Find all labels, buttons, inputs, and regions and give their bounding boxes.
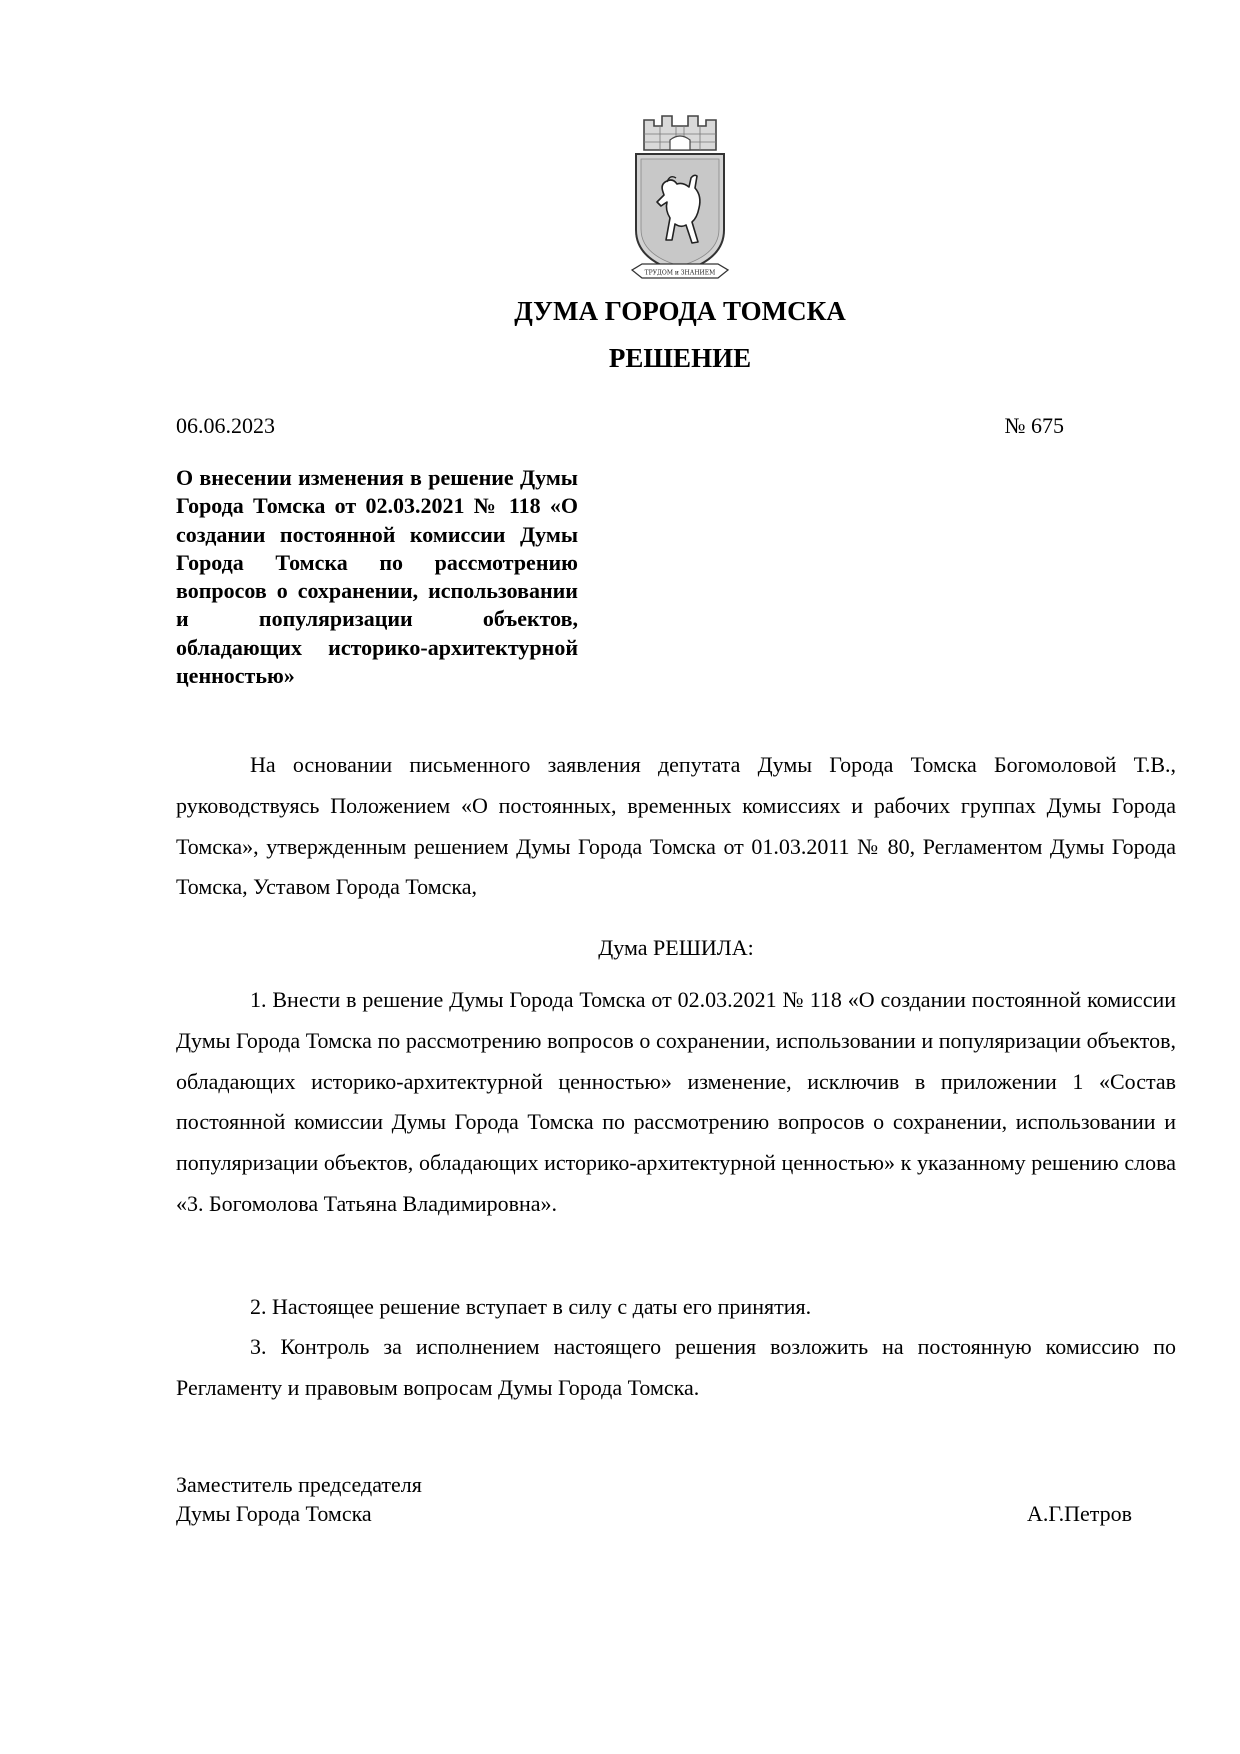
document-subject: О внесении изменения в решение Думы Города Томска от 02.03.2021 № 118 «О создании постоянной комиссии Думы Города Томска по рассмотрению вопросов о сохранении, использовании и популяризации объектов, обладающих историко-архитектурной ценностью» — [176, 465, 578, 689]
basis-paragraph: На основании письменного заявления депутата Думы Города Томска Богомоловой Т.В., руководствуясь Положением «О постоянных, временных комиссиях и рабочих группах Думы Города Томска», утвержденным решением Думы Города Томска от 01.03.2011 № 80, Регламентом Думы Города Томска, Уставом Города Томска, — [176, 752, 1176, 900]
signatory-name: А.Г.Петров — [1026, 1501, 1132, 1526]
document-number: № 675 — [1004, 413, 1064, 438]
signatory-position-line-1: Заместитель председателя — [176, 1472, 422, 1497]
signatory-position — [176, 1470, 422, 1528]
document-date: 06.06.2023 — [176, 413, 275, 438]
organization-title: ДУМА ГОРОДА ТОМСКА — [514, 296, 846, 326]
tomsk-coat-of-arms-icon — [630, 112, 730, 284]
resolved-heading: Дума РЕШИЛА: — [598, 935, 754, 960]
resolution-item-2: 2. Настоящее решение вступает в силу с даты его принятия. — [250, 1294, 812, 1319]
resolution-item-1: 1. Внести в решение Думы Города Томска от 02.03.2021 № 118 «О создании постоянной комиссии Думы Города Томска по рассмотрению вопросов о сохранении, использовании и популяризации объектов, обладающих историко-архитектурной ценностью» изменение, исключив в приложении 1 «Состав постоянной комиссии Думы Города Томска по рассмотрению вопросов о сохранении, использовании и популяризации объектов, обладающих историко-архитектурной ценностью» к указанному решению слова «3. Богомолова Татьяна Владимировна». — [176, 987, 1176, 1216]
signatory-position-line-2: Думы Города Томска — [176, 1501, 372, 1526]
svg-text:ТРУДОМ и ЗНАНИЕМ: ТРУДОМ и ЗНАНИЕМ — [644, 269, 716, 277]
resolution-item-3: 3. Контроль за исполнением настоящего решения возложить на постоянную комиссию по Регламенту и правовым вопросам Думы Города Томска. — [176, 1334, 1176, 1400]
document-type: РЕШЕНИЕ — [608, 343, 752, 373]
